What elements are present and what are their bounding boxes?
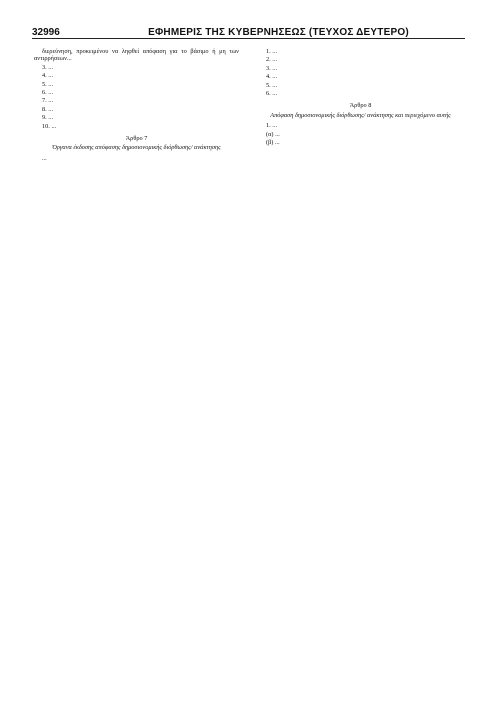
paragraph: (β) ... xyxy=(266,139,280,147)
article-heading: Άρθρο 7 xyxy=(125,135,148,143)
paragraph: ... xyxy=(42,154,47,162)
paragraph: 9. ... xyxy=(42,114,54,122)
paragraph: 4. ... xyxy=(266,73,278,81)
article-heading: Άρθρο 8 xyxy=(349,102,372,110)
article-title: Απόφαση δημοσιονομικής διόρθωσης/ ανάκτησης και περιεχόμενο αυτής xyxy=(270,111,451,119)
left-column xyxy=(34,48,239,688)
paragraph: 5. ... xyxy=(42,80,54,88)
right-column xyxy=(258,48,463,688)
paragraph: (α) ... xyxy=(266,130,280,138)
paragraph: 1. ... xyxy=(266,122,278,130)
paragraph: 4. ... xyxy=(42,72,54,80)
paragraph: 3. ... xyxy=(266,64,278,72)
paragraph: 2. ... xyxy=(266,56,278,64)
paragraph: 7. ... xyxy=(42,97,54,105)
gazette-title: ΕΦΗΜΕΡΙΣ ΤΗΣ ΚΥΒΕΡΝΗΣΕΩΣ (ΤΕΥΧΟΣ ΔΕΥΤΕΡΟ) xyxy=(148,27,409,38)
article-title: Όργανα έκδοσης απόφασης δημοσιονομικής διόρθωσης/ ανάκτησης xyxy=(52,144,221,152)
paragraph: 5. ... xyxy=(266,81,278,89)
page-number: 32996 xyxy=(32,27,60,38)
paragraph: 3. ... xyxy=(42,63,54,71)
paragraph: 10. ... xyxy=(42,122,57,130)
page-header xyxy=(32,20,465,39)
paragraph: 8. ... xyxy=(42,105,54,113)
paragraph: 6. ... xyxy=(266,90,278,98)
paragraph: 1. ... xyxy=(266,48,278,55)
paragraph: 6. ... xyxy=(42,89,54,97)
paragraph: διερεύνηση, προκειμένου να ληφθεί απόφαση για το βάσιμο ή μη των αντιρρήσεων... xyxy=(34,48,239,63)
